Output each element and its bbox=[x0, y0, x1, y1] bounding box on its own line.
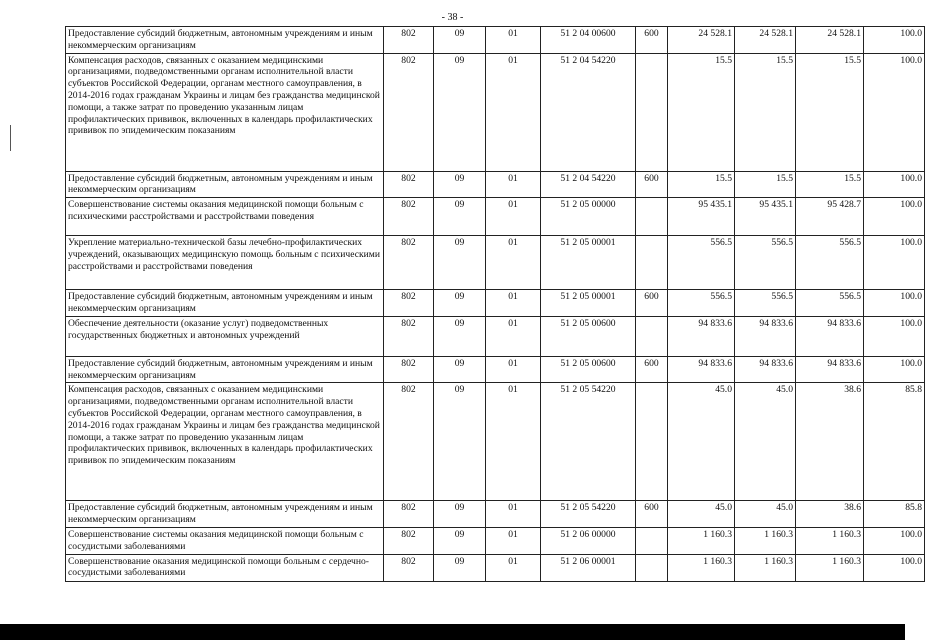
cell-value-1: 45.0 bbox=[668, 383, 735, 501]
cell-value-1: 15.5 bbox=[668, 171, 735, 198]
cell-pr: 01 bbox=[486, 53, 541, 171]
cell-vr bbox=[636, 316, 668, 356]
cell-pr: 01 bbox=[486, 356, 541, 383]
cell-percent: 85.8 bbox=[864, 383, 925, 501]
row-name: Компенсация расходов, связанных с оказанием медицинскими организациями, подведомственными органам исполнительной власти субъектов Российской Федерации, органам местного самоуправления, в 2014-2016 годах гражданам Украины и лицам без гражданства медицинской помощи, а также затрат по проведению указанным лицам профилактических прививок, включенных в календарь профилактических прививок по эпидемическим показаниям bbox=[66, 383, 384, 501]
cell-rz: 09 bbox=[434, 290, 486, 317]
cell-percent: 100.0 bbox=[864, 554, 925, 581]
cell-pr: 01 bbox=[486, 316, 541, 356]
cell-ved: 802 bbox=[384, 171, 434, 198]
cell-vr: 600 bbox=[636, 290, 668, 317]
cell-rz: 09 bbox=[434, 554, 486, 581]
cell-ved: 802 bbox=[384, 198, 434, 236]
cell-ved: 802 bbox=[384, 527, 434, 554]
cell-value-3: 1 160.3 bbox=[796, 527, 864, 554]
cell-ved: 802 bbox=[384, 554, 434, 581]
cell-value-2: 1 160.3 bbox=[735, 527, 796, 554]
row-name: Предоставление субсидий бюджетным, автономным учреждениям и иным некоммерческим организациям bbox=[66, 501, 384, 528]
cell-value-3: 38.6 bbox=[796, 501, 864, 528]
cell-csr: 51 2 04 54220 bbox=[541, 171, 636, 198]
cell-value-3: 24 528.1 bbox=[796, 27, 864, 54]
cell-csr: 51 2 06 00000 bbox=[541, 527, 636, 554]
cell-value-1: 24 528.1 bbox=[668, 27, 735, 54]
table-row bbox=[66, 236, 925, 290]
cell-value-3: 1 160.3 bbox=[796, 554, 864, 581]
cell-pr: 01 bbox=[486, 383, 541, 501]
page-number: - 38 - bbox=[441, 12, 464, 23]
cell-value-1: 556.5 bbox=[668, 290, 735, 317]
cell-value-2: 15.5 bbox=[735, 53, 796, 171]
cell-ved: 802 bbox=[384, 27, 434, 54]
row-name: Совершенствование системы оказания медицинской помощи больным с психическими расстройствами и расстройствами поведения bbox=[66, 198, 384, 236]
cell-pr: 01 bbox=[486, 198, 541, 236]
cell-value-1: 556.5 bbox=[668, 236, 735, 290]
cell-csr: 51 2 05 00600 bbox=[541, 356, 636, 383]
cell-value-1: 1 160.3 bbox=[668, 554, 735, 581]
cell-value-2: 1 160.3 bbox=[735, 554, 796, 581]
cell-value-1: 45.0 bbox=[668, 501, 735, 528]
cell-vr: 600 bbox=[636, 501, 668, 528]
row-name: Компенсация расходов, связанных с оказанием медицинскими организациями, подведомственными органам исполнительной власти субъектов Российской Федерации, органам местного самоуправления, в 2014-2016 годах гражданам Украины и лицам без гражданства медицинской помощи, а также затрат по проведению указанным лицам профилактических прививок, включенных в календарь профилактических прививок по эпидемическим показаниям bbox=[66, 53, 384, 171]
cell-csr: 51 2 06 00001 bbox=[541, 554, 636, 581]
cell-rz: 09 bbox=[434, 171, 486, 198]
cell-value-2: 556.5 bbox=[735, 290, 796, 317]
cell-ved: 802 bbox=[384, 53, 434, 171]
cell-value-2: 24 528.1 bbox=[735, 27, 796, 54]
cell-ved: 802 bbox=[384, 290, 434, 317]
table-row bbox=[66, 527, 925, 554]
table-row bbox=[66, 290, 925, 317]
row-name: Совершенствование системы оказания медицинской помощи больным с сосудистыми заболеваниями bbox=[66, 527, 384, 554]
cell-vr: 600 bbox=[636, 171, 668, 198]
cell-percent: 100.0 bbox=[864, 53, 925, 171]
cell-value-1: 94 833.6 bbox=[668, 356, 735, 383]
cell-value-3: 556.5 bbox=[796, 290, 864, 317]
cell-rz: 09 bbox=[434, 501, 486, 528]
cell-rz: 09 bbox=[434, 27, 486, 54]
cell-value-1: 1 160.3 bbox=[668, 527, 735, 554]
cell-value-3: 94 833.6 bbox=[796, 356, 864, 383]
cell-vr: 600 bbox=[636, 356, 668, 383]
cell-csr: 51 2 05 54220 bbox=[541, 383, 636, 501]
cell-value-3: 15.5 bbox=[796, 53, 864, 171]
cell-csr: 51 2 05 00001 bbox=[541, 236, 636, 290]
cell-percent: 85.8 bbox=[864, 501, 925, 528]
cell-value-3: 94 833.6 bbox=[796, 316, 864, 356]
cell-pr: 01 bbox=[486, 27, 541, 54]
cell-ved: 802 bbox=[384, 501, 434, 528]
cell-value-3: 556.5 bbox=[796, 236, 864, 290]
row-name: Укрепление материально-технической базы лечебно-профилактических учреждений, оказывающих медицинскую помощь больным с психическими расстройствами и расстройствами поведения bbox=[66, 236, 384, 290]
cell-value-3: 38.6 bbox=[796, 383, 864, 501]
cell-value-2: 45.0 bbox=[735, 383, 796, 501]
cell-pr: 01 bbox=[486, 171, 541, 198]
cell-percent: 100.0 bbox=[864, 290, 925, 317]
cell-value-3: 95 428.7 bbox=[796, 198, 864, 236]
cell-vr bbox=[636, 236, 668, 290]
row-name: Обеспечение деятельности (оказание услуг) подведомственных государственных бюджетных и автономных учреждений bbox=[66, 316, 384, 356]
cell-pr: 01 bbox=[486, 290, 541, 317]
row-name: Предоставление субсидий бюджетным, автономным учреждениям и иным некоммерческим организациям bbox=[66, 27, 384, 54]
cell-value-2: 94 833.6 bbox=[735, 316, 796, 356]
cell-csr: 51 2 04 54220 bbox=[541, 53, 636, 171]
scan-bottom-edge bbox=[0, 624, 905, 640]
cell-rz: 09 bbox=[434, 198, 486, 236]
cell-ved: 802 bbox=[384, 316, 434, 356]
cell-vr bbox=[636, 53, 668, 171]
cell-ved: 802 bbox=[384, 236, 434, 290]
row-name: Предоставление субсидий бюджетным, автономным учреждениям и иным некоммерческим организациям bbox=[66, 290, 384, 317]
table-row bbox=[66, 27, 925, 54]
cell-pr: 01 bbox=[486, 501, 541, 528]
row-name: Совершенствование оказания медицинской помощи больным с сердечно-сосудистыми заболеваниями bbox=[66, 554, 384, 581]
row-name: Предоставление субсидий бюджетным, автономным учреждениям и иным некоммерческим организациям bbox=[66, 171, 384, 198]
cell-value-2: 556.5 bbox=[735, 236, 796, 290]
cell-csr: 51 2 05 00001 bbox=[541, 290, 636, 317]
cell-value-1: 94 833.6 bbox=[668, 316, 735, 356]
cell-percent: 100.0 bbox=[864, 198, 925, 236]
cell-pr: 01 bbox=[486, 554, 541, 581]
table-row bbox=[66, 53, 925, 171]
table-row bbox=[66, 198, 925, 236]
table-row bbox=[66, 356, 925, 383]
cell-rz: 09 bbox=[434, 383, 486, 501]
cell-value-2: 45.0 bbox=[735, 501, 796, 528]
cell-vr bbox=[636, 383, 668, 501]
budget-table bbox=[65, 26, 925, 582]
cell-value-2: 95 435.1 bbox=[735, 198, 796, 236]
cell-vr bbox=[636, 554, 668, 581]
cell-value-1: 15.5 bbox=[668, 53, 735, 171]
cell-value-3: 15.5 bbox=[796, 171, 864, 198]
table-row bbox=[66, 316, 925, 356]
table-row bbox=[66, 171, 925, 198]
cell-percent: 100.0 bbox=[864, 171, 925, 198]
cell-percent: 100.0 bbox=[864, 27, 925, 54]
cell-value-2: 15.5 bbox=[735, 171, 796, 198]
cell-percent: 100.0 bbox=[864, 316, 925, 356]
cell-percent: 100.0 bbox=[864, 356, 925, 383]
cell-ved: 802 bbox=[384, 383, 434, 501]
cell-rz: 09 bbox=[434, 527, 486, 554]
cell-ved: 802 bbox=[384, 356, 434, 383]
cell-rz: 09 bbox=[434, 356, 486, 383]
cell-pr: 01 bbox=[486, 527, 541, 554]
cell-csr: 51 2 05 54220 bbox=[541, 501, 636, 528]
cell-vr: 600 bbox=[636, 27, 668, 54]
cell-vr bbox=[636, 527, 668, 554]
cell-rz: 09 bbox=[434, 236, 486, 290]
cell-rz: 09 bbox=[434, 316, 486, 356]
cell-percent: 100.0 bbox=[864, 527, 925, 554]
cell-value-1: 95 435.1 bbox=[668, 198, 735, 236]
cell-rz: 09 bbox=[434, 53, 486, 171]
cell-vr bbox=[636, 198, 668, 236]
row-name: Предоставление субсидий бюджетным, автономным учреждениям и иным некоммерческим организациям bbox=[66, 356, 384, 383]
scan-edge-mark bbox=[10, 125, 11, 151]
cell-csr: 51 2 04 00600 bbox=[541, 27, 636, 54]
cell-value-2: 94 833.6 bbox=[735, 356, 796, 383]
table-row bbox=[66, 501, 925, 528]
cell-csr: 51 2 05 00600 bbox=[541, 316, 636, 356]
cell-pr: 01 bbox=[486, 236, 541, 290]
table-row bbox=[66, 554, 925, 581]
cell-csr: 51 2 05 00000 bbox=[541, 198, 636, 236]
cell-percent: 100.0 bbox=[864, 236, 925, 290]
table-row bbox=[66, 383, 925, 501]
